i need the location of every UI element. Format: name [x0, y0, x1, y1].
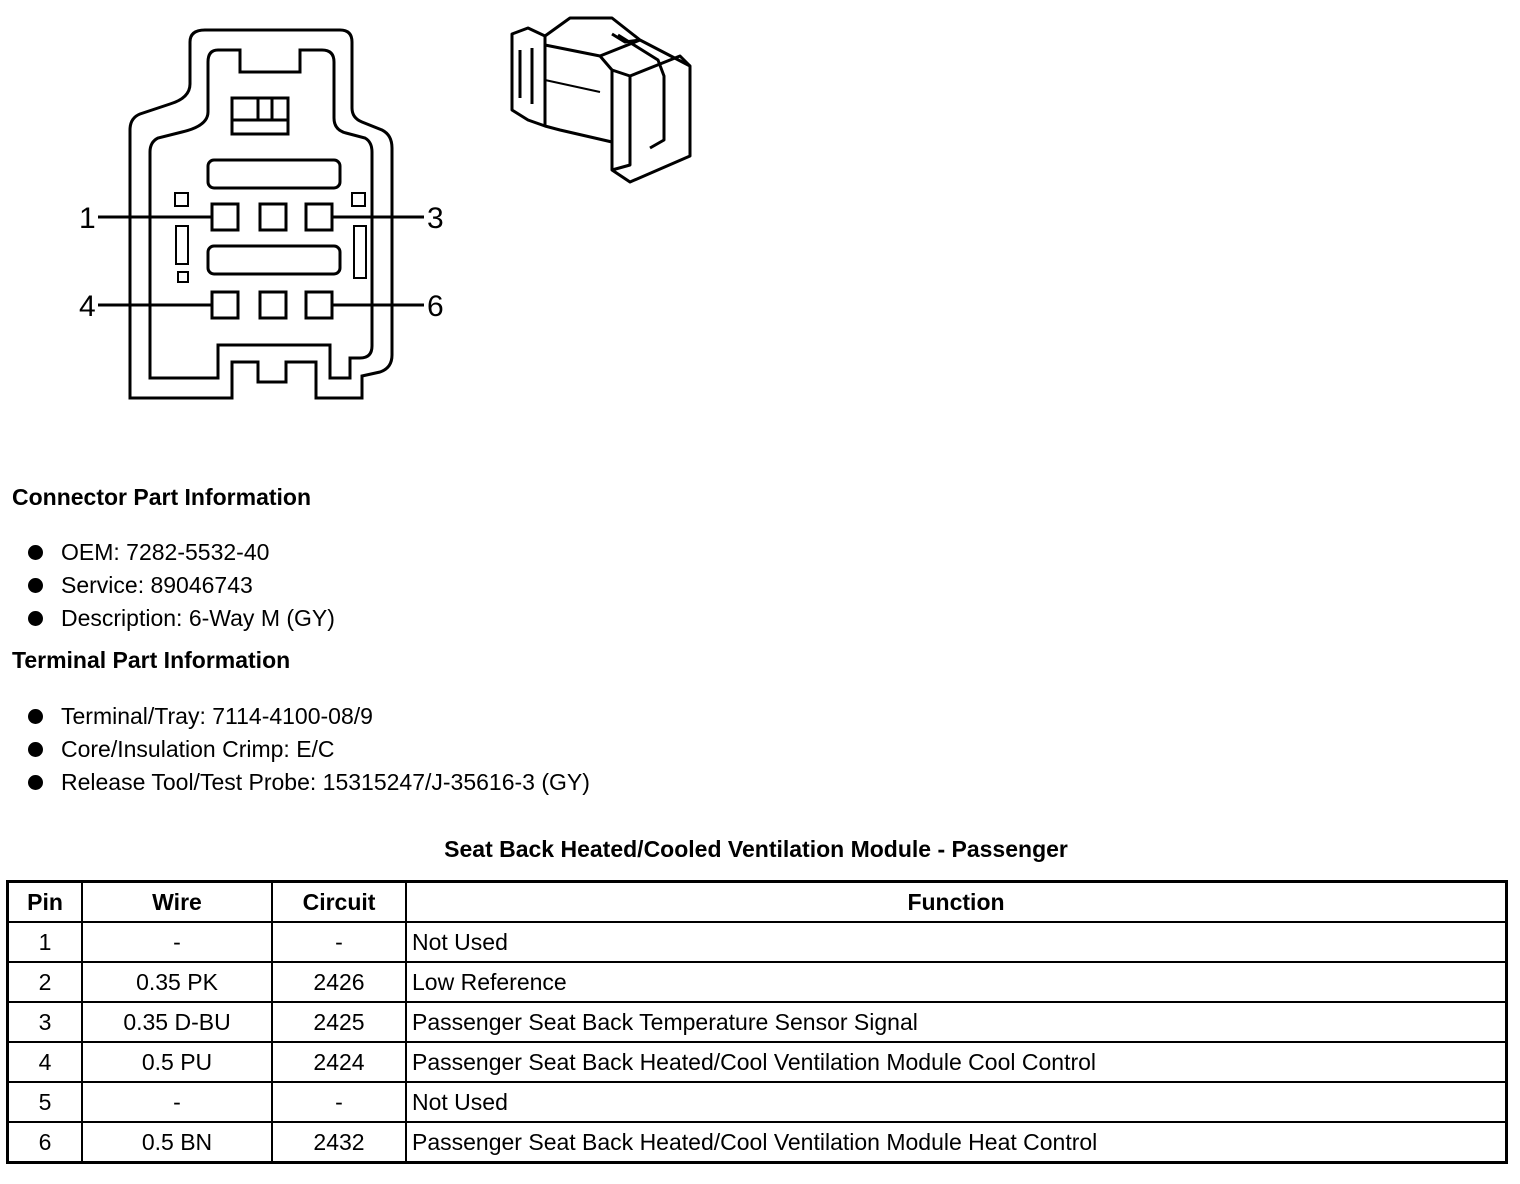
connector-description: Description: 6-Way M (GY) — [61, 605, 335, 631]
cell-circuit: - — [272, 1082, 406, 1122]
connector-face-diagram — [60, 0, 460, 410]
pin-cavity-6 — [306, 292, 332, 318]
core-insulation-crimp: Core/Insulation Crimp: E/C — [61, 736, 335, 762]
table-row — [8, 1042, 1507, 1082]
pin-callout-6: 6 — [427, 290, 444, 323]
latch — [232, 98, 288, 134]
release-tool: Release Tool/Test Probe: 15315247/J-35616-3 (GY) — [61, 769, 590, 795]
terminal-bar-upper — [208, 160, 340, 188]
cell-circuit: 2425 — [272, 1002, 406, 1042]
table-row — [8, 1122, 1507, 1163]
pin-cavity-1 — [212, 204, 238, 230]
table-row — [8, 962, 1507, 1002]
cell-circuit: 2424 — [272, 1042, 406, 1082]
cell-wire: 0.35 PK — [82, 962, 272, 1002]
cell-pin: 2 — [8, 962, 83, 1002]
pin-callout-3: 3 — [427, 202, 444, 235]
cell-pin: 5 — [8, 1082, 83, 1122]
terminal-tray: Terminal/Tray: 7114-4100-08/9 — [61, 703, 373, 729]
pin-cavity-2 — [260, 204, 286, 230]
connector-oem: OEM: 7282-5532-40 — [61, 539, 270, 565]
list-item — [28, 571, 335, 604]
connector-isometric-diagram — [500, 5, 700, 190]
cell-pin: 1 — [8, 922, 83, 962]
cell-circuit: - — [272, 922, 406, 962]
header-function: Function — [406, 882, 1507, 923]
pin-cavity-5 — [260, 292, 286, 318]
cell-wire: 0.5 PU — [82, 1042, 272, 1082]
cell-function: Not Used — [406, 922, 1507, 962]
terminal-info-heading: Terminal Part Information — [12, 647, 291, 673]
list-item — [28, 702, 590, 735]
connector-service: Service: 89046743 — [61, 572, 253, 598]
pin-callout-4: 4 — [79, 290, 96, 323]
cell-function: Low Reference — [406, 962, 1507, 1002]
bullet-icon — [28, 611, 43, 626]
cell-pin: 6 — [8, 1122, 83, 1163]
cell-circuit: 2432 — [272, 1122, 406, 1163]
cell-function: Passenger Seat Back Temperature Sensor Signal — [406, 1002, 1507, 1042]
cell-wire: - — [82, 922, 272, 962]
cell-wire: 0.5 BN — [82, 1122, 272, 1163]
header-pin: Pin — [8, 882, 83, 923]
cell-circuit: 2426 — [272, 962, 406, 1002]
header-wire: Wire — [82, 882, 272, 923]
cell-pin: 4 — [8, 1042, 83, 1082]
header-circuit: Circuit — [272, 882, 406, 923]
list-item — [28, 735, 590, 768]
connector-info-list — [28, 538, 335, 637]
bullet-icon — [28, 775, 43, 790]
table-title: Seat Back Heated/Cooled Ventilation Module - Passenger — [444, 836, 1068, 862]
cell-pin: 3 — [8, 1002, 83, 1042]
cell-wire: 0.35 D-BU — [82, 1002, 272, 1042]
bullet-icon — [28, 545, 43, 560]
terminal-info-list — [28, 702, 590, 801]
table-row — [8, 1002, 1507, 1042]
list-item — [28, 604, 335, 637]
bullet-icon — [28, 578, 43, 593]
cell-function: Passenger Seat Back Heated/Cool Ventilation Module Heat Control — [406, 1122, 1507, 1163]
pinout-table — [6, 880, 1508, 1164]
pin-cavity-4 — [212, 292, 238, 318]
bullet-icon — [28, 709, 43, 724]
table-row — [8, 922, 1507, 962]
table-row — [8, 1082, 1507, 1122]
table-header-row — [8, 882, 1507, 923]
cell-function: Not Used — [406, 1082, 1507, 1122]
pin-cavity-3 — [306, 204, 332, 230]
bullet-icon — [28, 742, 43, 757]
list-item — [28, 538, 335, 571]
connector-info-heading: Connector Part Information — [12, 484, 312, 510]
pin-callout-1: 1 — [79, 202, 96, 235]
terminal-bar-lower — [208, 246, 340, 274]
list-item — [28, 768, 590, 801]
cell-function: Passenger Seat Back Heated/Cool Ventilation Module Cool Control — [406, 1042, 1507, 1082]
cell-wire: - — [82, 1082, 272, 1122]
